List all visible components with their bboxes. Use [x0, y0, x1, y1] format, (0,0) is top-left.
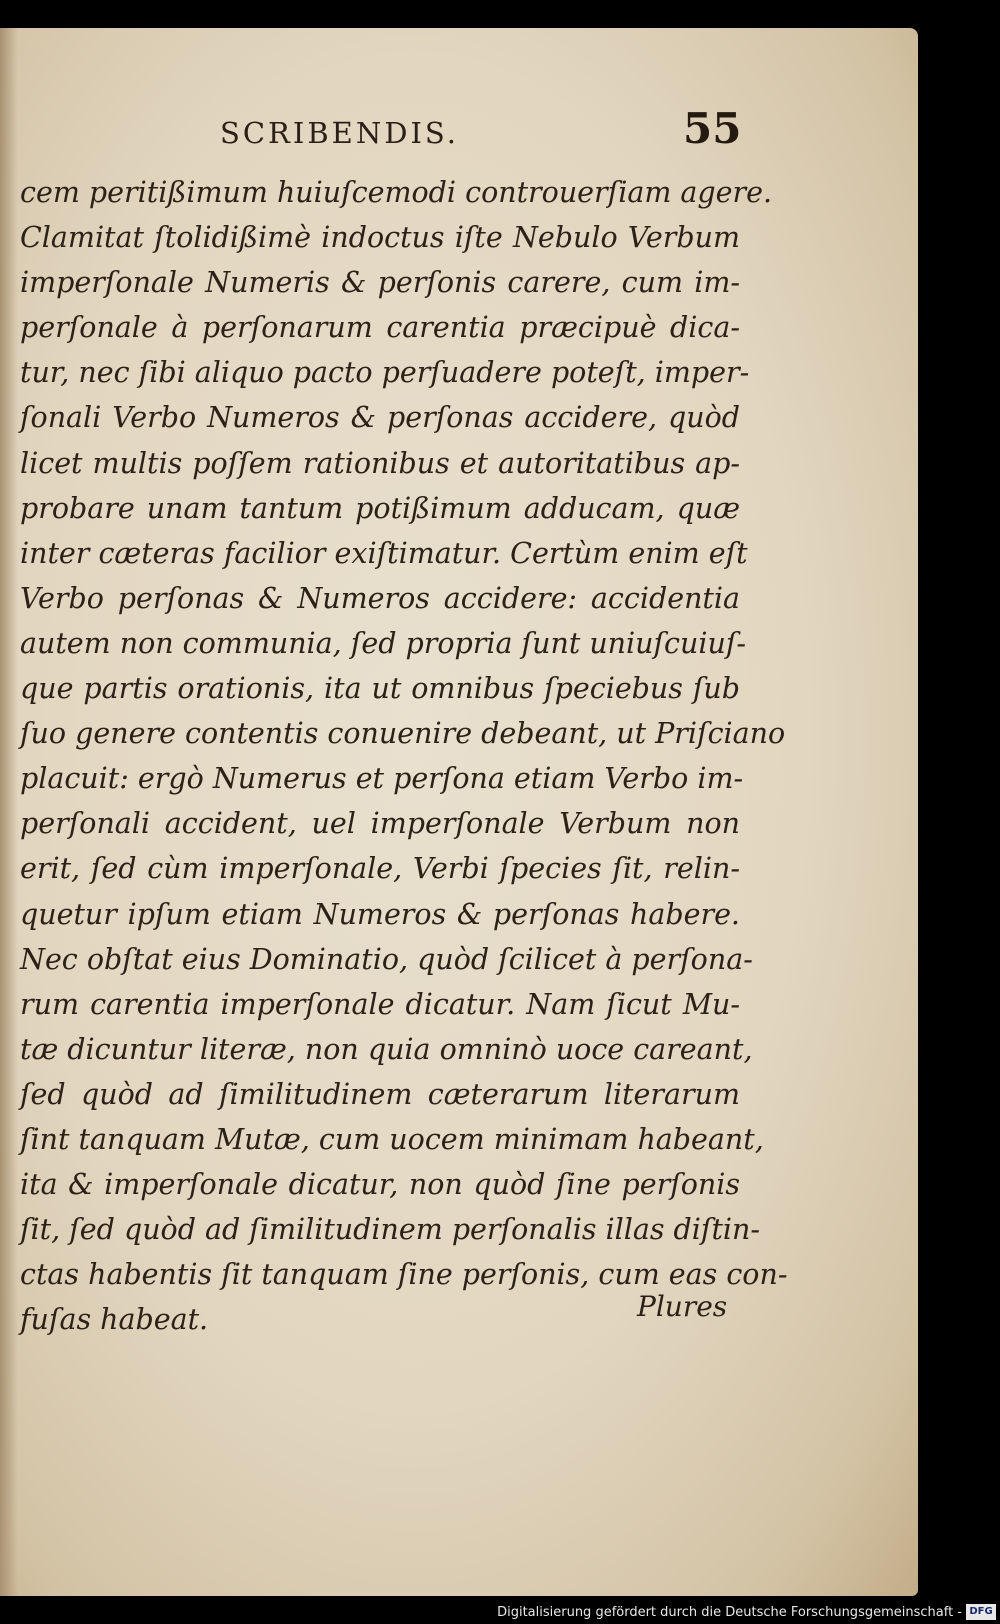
dfg-logo: DFG — [966, 1604, 996, 1620]
text-line: ſit, ſed quòd ad ſimilitudinem perſonalis illas diſtin- — [20, 1213, 760, 1247]
text-line: ſed quòd ad ſimilitudinem cæterarum literarum — [20, 1077, 740, 1111]
book-page — [0, 28, 918, 1596]
text-line: placuit: ergò Numerus et perſona etiam Verbo im- — [20, 762, 744, 796]
running-head: SCRIBENDIS. — [220, 116, 459, 150]
text-line: erit, ſed cùm imperſonale, Verbi ſpecies ſit, relin- — [20, 852, 740, 886]
text-line: fuſas habeat. — [20, 1303, 209, 1337]
text-line: que partis orationis, ita ut omnibus ſpeciebus ſub — [20, 672, 740, 706]
text-line: perſonali accident, uel imperſonale Verbum non — [20, 807, 740, 841]
page-gutter-shadow — [0, 28, 18, 1596]
text-line: cem peritißimum huiuſcemodi controuerſiam agere. — [20, 176, 773, 209]
text-line: perſonale à perſonarum carentia præcipuè dica- — [20, 311, 740, 345]
text-line: rum carentia imperſonale dicatur. Nam ſicut Mu- — [20, 987, 740, 1021]
text-line: Verbo perſonas & Numeros accidere: accidentia — [20, 581, 740, 615]
digitization-footer — [0, 1596, 1000, 1624]
text-line: ſint tanquam Mutæ, cum uocem minimam habeant, — [20, 1122, 764, 1156]
catchword: Plures — [637, 1290, 728, 1323]
text-line: imperſonale Numeris & perſonis carere, cum im- — [20, 266, 740, 300]
text-line: inter cæteras facilior exiſtimatur. Certùm enim eſt — [20, 536, 748, 570]
text-line: tur, nec ſibi aliquo pacto perſuadere poteſt, imper- — [20, 356, 750, 390]
text-line: Clamitat ſtolidißimè indoctus iſte Nebulo Verbum — [20, 221, 740, 255]
text-line: tæ dicuntur literæ, non quia omninò uoce careant, — [20, 1032, 753, 1066]
text-line: quetur ipſum etiam Numeros & perſonas habere. — [20, 897, 740, 931]
text-line: ſonali Verbo Numeros & perſonas accidere, quòd — [20, 401, 740, 435]
text-line: ſuo genere contentis conuenire debeant, ut Priſciano — [20, 717, 786, 751]
text-line: probare unam tantum potißimum adducam, quæ — [20, 491, 740, 525]
page-number: 55 — [683, 104, 742, 153]
text-line: autem non communia, ſed propria ſunt uniuſcuiuſ- — [20, 626, 747, 660]
text-line: licet multis poſſem rationibus et autoritatibus ap- — [20, 446, 740, 480]
body-text — [20, 170, 788, 1342]
funding-credit: Digitalisierung gefördert durch die Deutsche Forschungsgemeinschaft - — [497, 1605, 962, 1620]
text-line: Nec obſtat eius Dominatio, quòd ſcilicet à perſona- — [20, 942, 753, 976]
text-line: ita & imperſonale dicatur, non quòd ſine perſonis — [20, 1168, 740, 1202]
text-line: ctas habentis ſit tanquam ſine perſonis, cum eas con- — [20, 1258, 788, 1292]
page-header — [0, 98, 918, 158]
